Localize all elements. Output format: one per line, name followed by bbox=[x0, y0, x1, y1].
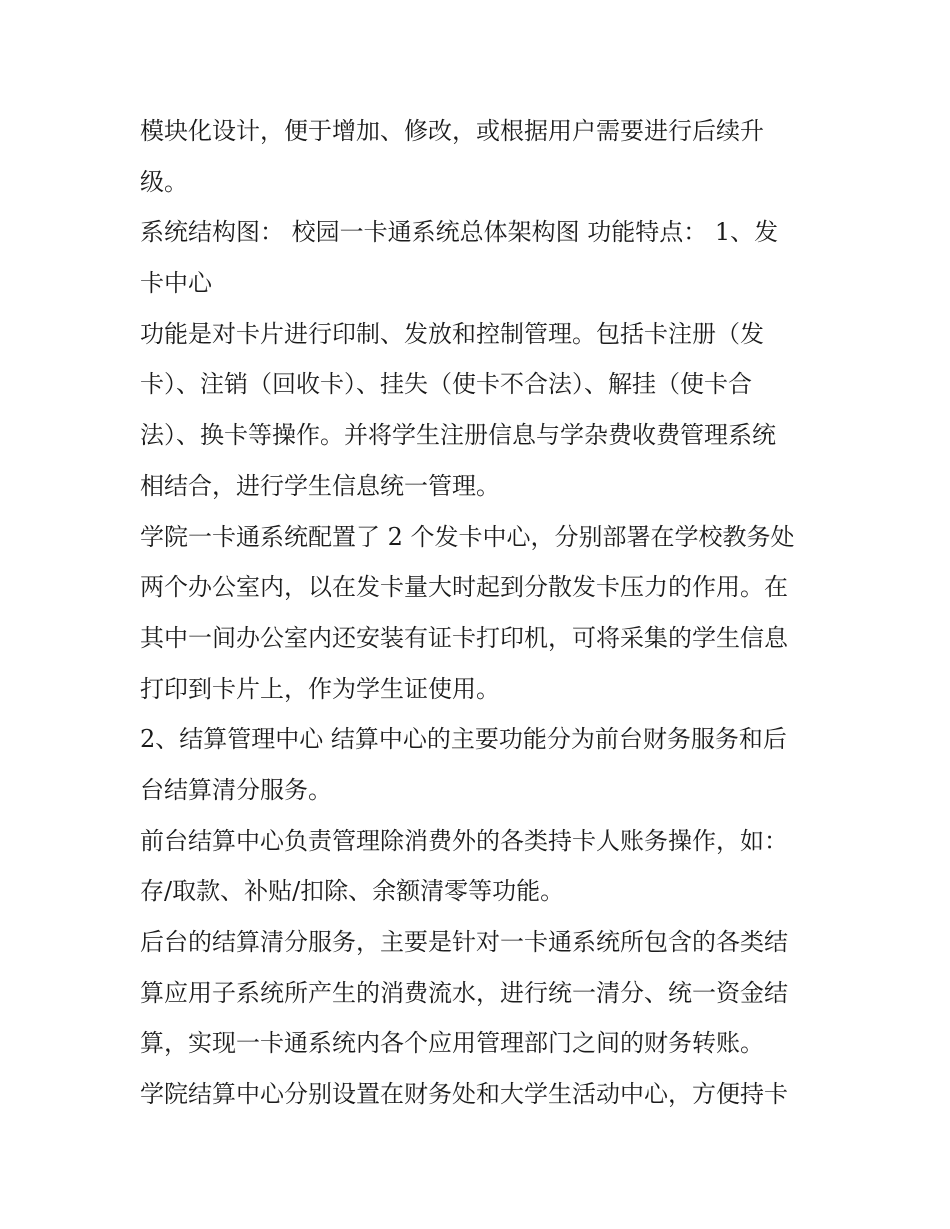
text-line: 算应用子系统所产生的消费流水，进行统一清分、统一资金结 bbox=[140, 978, 788, 1007]
text-line: 存/取款、补贴/扣除、余额清零等功能。 bbox=[140, 877, 565, 906]
text-line: 算，实现一卡通系统内各个应用管理部门之间的财务转账。 bbox=[140, 1029, 764, 1058]
text-line: 台结算清分服务。 bbox=[140, 775, 332, 804]
text-line: 两个办公室内，以在发卡量大时起到分散发卡压力的作用。在 bbox=[140, 573, 788, 602]
text-line: 系统结构图： 校园一卡通系统总体架构图 功能特点： 1、发 bbox=[140, 218, 779, 247]
text-line: 其中一间办公室内还安装有证卡打印机，可将采集的学生信息 bbox=[140, 623, 788, 652]
text-line: 卡）、注销（回收卡）、挂失（使卡不合法）、解挂（使卡合 bbox=[140, 370, 752, 399]
text-line: 学院一卡通系统配置了 2 个发卡中心，分别部署在学校教务处 bbox=[140, 522, 795, 551]
text-line: 卡中心 bbox=[140, 269, 212, 298]
text-line: 打印到卡片上，作为学生证使用。 bbox=[140, 674, 500, 703]
text-line: 前台结算中心负责管理除消费外的各类持卡人账务操作，如： bbox=[140, 826, 788, 855]
text-line: 学院结算中心分别设置在财务处和大学生活动中心，方便持卡 bbox=[140, 1080, 788, 1109]
text-line: 后台的结算清分服务，主要是针对一卡通系统所包含的各类结 bbox=[140, 928, 788, 956]
text-line: 模块化设计，便于增加、修改，或根据用户需要进行后续升 bbox=[140, 117, 764, 145]
text-line: 功能是对卡片进行印制、发放和控制管理。包括卡注册（发 bbox=[140, 319, 764, 348]
text-line: 法）、换卡等操作。并将学生注册信息与学杂费收费管理系统 bbox=[140, 421, 776, 450]
document-body bbox=[140, 106, 816, 1120]
text-line: 2、结算管理中心 结算中心的主要功能分为前台财务服务和后 bbox=[140, 725, 787, 754]
text-line: 级。 bbox=[140, 167, 188, 196]
text-line: 相结合，进行学生信息统一管理。 bbox=[140, 471, 500, 500]
